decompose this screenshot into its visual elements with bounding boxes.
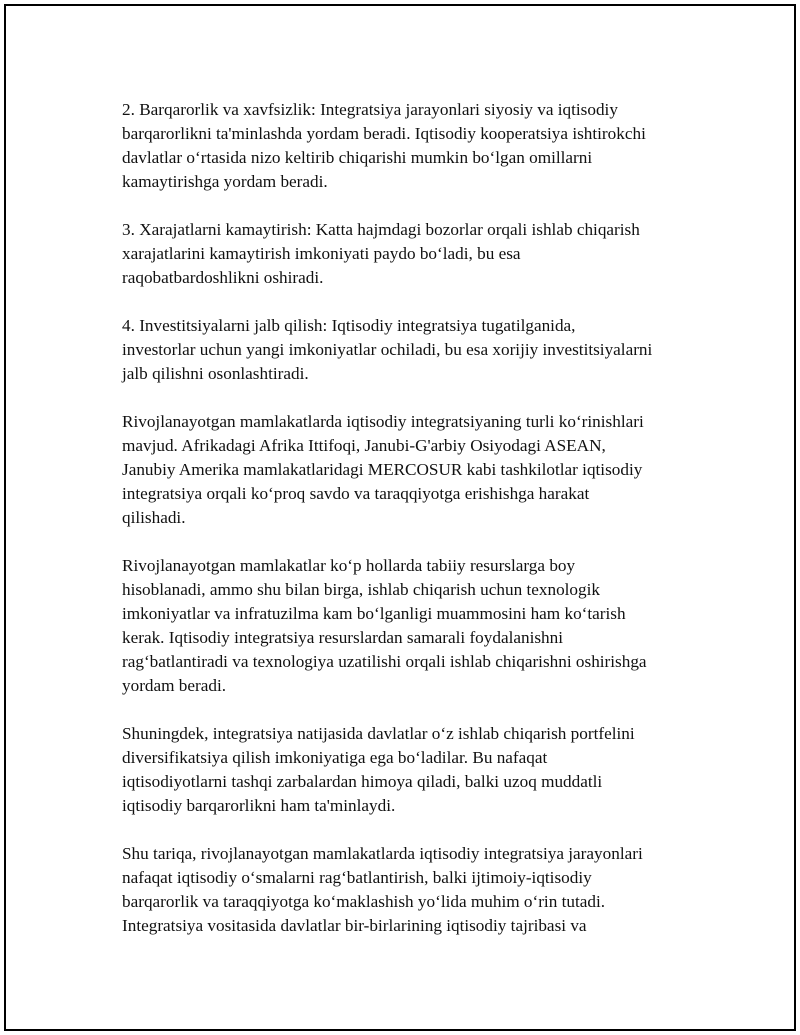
text-line: xarajatlarini kamaytirish imkoniyati paydo bo‘ladi, bu esa xyxy=(122,244,521,263)
paragraph-integration-forms xyxy=(122,410,722,530)
document-page xyxy=(4,4,796,1031)
paragraph-investment-attraction xyxy=(122,314,722,386)
text-line: integratsiya orqali ko‘proq savdo va taraqqiyotga erishishga harakat xyxy=(122,484,590,503)
text-line: qilishadi. xyxy=(122,508,186,527)
text-line: Shuningdek, integratsiya natijasida davlatlar o‘z ishlab chiqarish portfelini xyxy=(122,724,635,743)
text-line: Integratsiya vositasida davlatlar bir-birlarining iqtisodiy tajribasi va xyxy=(122,916,587,935)
text-line: iqtisodiy barqarorlikni ham ta'minlaydi. xyxy=(122,796,396,815)
text-line: diversifikatsiya qilish imkoniyatiga ega bo‘ladilar. Bu nafaqat xyxy=(122,748,548,767)
text-line: kamaytirishga yordam beradi. xyxy=(122,172,328,191)
paragraph-cost-reduction xyxy=(122,218,722,290)
text-line: raqobatbardoshlikni oshiradi. xyxy=(122,268,324,287)
text-line: Shu tariqa, rivojlanayotgan mamlakatlarda iqtisodiy integratsiya jarayonlari xyxy=(122,844,643,863)
text-line: jalb qilishni osonlashtiradi. xyxy=(122,364,309,383)
text-line: hisoblanadi, ammo shu bilan birga, ishlab chiqarish uchun texnologik xyxy=(122,580,600,599)
text-line: Janubiy Amerika mamlakatlaridagi MERCOSUR kabi tashkilotlar iqtisodiy xyxy=(122,460,643,479)
document-body xyxy=(122,98,722,962)
text-line: barqarorlikni ta'minlashda yordam beradi. Iqtisodiy kooperatsiya ishtirokchi xyxy=(122,124,646,143)
paragraph-conclusion xyxy=(122,842,722,938)
text-line: Rivojlanayotgan mamlakatlar ko‘p hollarda tabiiy resurslarga boy xyxy=(122,556,576,575)
text-line: 3. Xarajatlarni kamaytirish: Katta hajmdagi bozorlar orqali ishlab chiqarish xyxy=(122,220,640,239)
text-line: imkoniyatlar va infratuzilma kam bo‘lganligi muammosini ham ko‘tarish xyxy=(122,604,626,623)
text-line: davlatlar o‘rtasida nizo keltirib chiqarishi mumkin bo‘lgan omillarni xyxy=(122,148,593,167)
text-line: rag‘batlantiradi va texnologiya uzatilishi orqali ishlab chiqarishni oshirishga xyxy=(122,652,647,671)
text-line: Rivojlanayotgan mamlakatlarda iqtisodiy integratsiyaning turli ko‘rinishlari xyxy=(122,412,644,431)
text-line: nafaqat iqtisodiy o‘smalarni rag‘batlantirish, balki ijtimoiy-iqtisodiy xyxy=(122,868,592,887)
paragraph-stability-security xyxy=(122,98,722,194)
text-line: mavjud. Afrikadagi Afrika Ittifoqi, Janubi-G'arbiy Osiyodagi ASEAN, xyxy=(122,436,606,455)
text-line: yordam beradi. xyxy=(122,676,227,695)
text-line: 2. Barqarorlik va xavfsizlik: Integratsiya jarayonlari siyosiy va iqtisodiy xyxy=(122,100,618,119)
paragraph-natural-resources xyxy=(122,554,722,698)
text-line: investorlar uchun yangi imkoniyatlar ochiladi, bu esa xorijiy investitsiyalarni xyxy=(122,340,653,359)
text-line: barqarorlik va taraqqiyotga ko‘maklashish yo‘lida muhim o‘rin tutadi. xyxy=(122,892,606,911)
paragraph-diversification xyxy=(122,722,722,818)
text-line: iqtisodiyotlarni tashqi zarbalardan himoya qiladi, balki uzoq muddatli xyxy=(122,772,603,791)
text-line: kerak. Iqtisodiy integratsiya resurslardan samarali foydalanishni xyxy=(122,628,564,647)
text-line: 4. Investitsiyalarni jalb qilish: Iqtisodiy integratsiya tugatilganida, xyxy=(122,316,576,335)
